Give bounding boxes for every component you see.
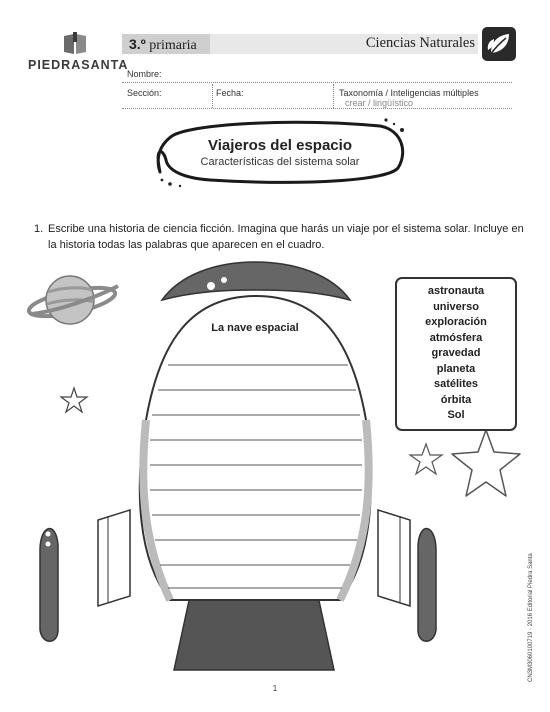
star-icon	[452, 430, 520, 496]
document-code: CN3M3060100719 · 2016 Editorial Piedra Santa	[528, 553, 534, 682]
word-item: planeta	[436, 362, 476, 375]
rocket-right-wing	[378, 510, 436, 641]
taxonomy-value: crear / lingüístico	[345, 98, 414, 108]
word-item: gravedad	[431, 347, 481, 359]
word-item: exploración	[425, 316, 487, 328]
word-box	[395, 277, 517, 431]
worksheet-title: Viajeros del espacio	[208, 137, 352, 154]
grade-number: 3.º	[129, 36, 146, 52]
word-item: órbita	[440, 393, 472, 406]
subject-title: Ciencias Naturales	[365, 35, 475, 51]
story-title: La nave espacial	[211, 322, 299, 334]
rocket-exhaust	[174, 596, 334, 670]
taxonomy-label: Taxonomía / Inteligencias múltiples	[339, 88, 479, 98]
word-item: satélites	[433, 378, 479, 390]
publisher-logo: PIEDRASANTA	[28, 58, 129, 72]
section-label: Sección:	[127, 88, 162, 98]
word-item: atmósfera	[429, 331, 483, 344]
rocket-body	[140, 296, 371, 600]
planet-icon	[27, 276, 118, 324]
grade-word: primaria	[149, 38, 197, 53]
date-label: Fecha:	[216, 88, 244, 98]
rocket-left-wing	[40, 510, 130, 641]
star-icon	[61, 388, 87, 412]
word-item: astronauta	[427, 285, 485, 297]
page-number: 1	[272, 684, 278, 693]
instruction-number: 1.	[34, 223, 44, 235]
rocket-nose	[162, 262, 350, 300]
worksheet-subtitle: Características del sistema solar	[200, 156, 360, 168]
star-icon	[410, 444, 442, 474]
instruction-text: Escribe una historia de ciencia ficción. Imagina que harás un viaje por el sistema solar. Incluye en la historia todas las palabras que aparecen en el cuadro.	[48, 223, 524, 251]
name-label: Nombre:	[127, 69, 162, 79]
word-item: universo	[433, 300, 479, 313]
word-item: Sol	[447, 409, 465, 421]
